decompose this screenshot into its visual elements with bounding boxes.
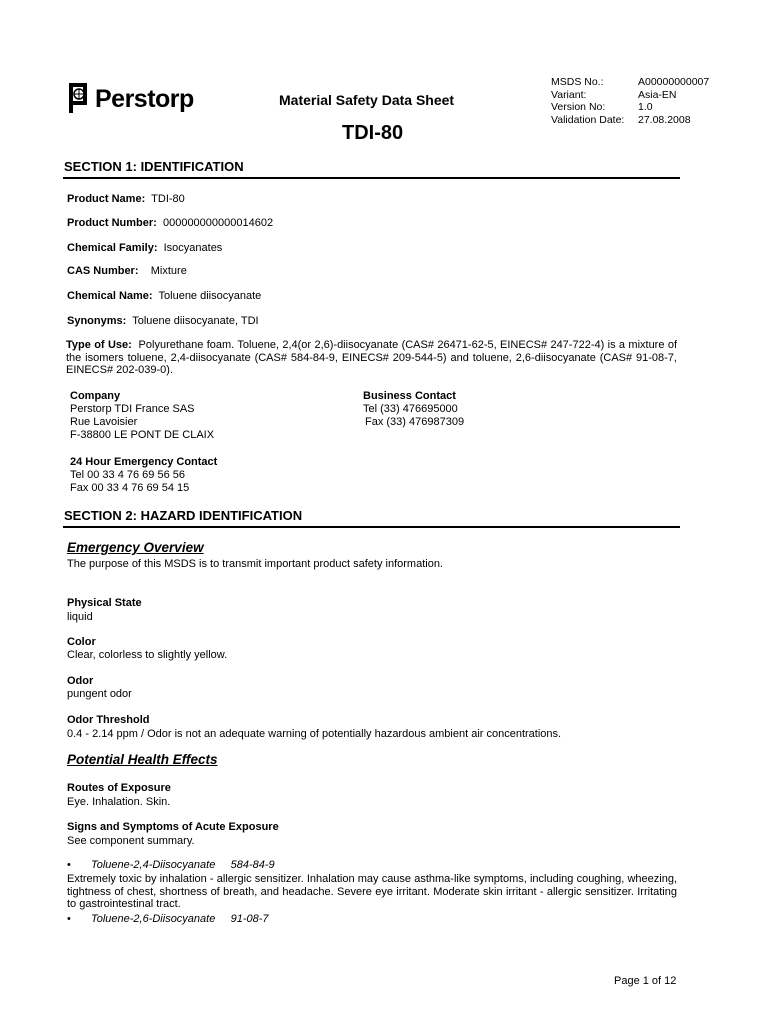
- page-number: Page 1 of 12: [614, 975, 677, 987]
- component-list-item: [67, 913, 269, 925]
- meta-label: Version No:: [551, 101, 606, 113]
- component-name: Toluene-2,6-Diisocyanate 91-08-7: [91, 913, 269, 925]
- meta-value: 27.08.2008: [638, 113, 691, 126]
- meta-value: Asia-EN: [638, 88, 677, 101]
- meta-label: Validation Date:: [551, 113, 625, 126]
- business-contact-fax: Fax (33) 476987309: [365, 416, 465, 428]
- field-label: Chemical Name:: [67, 290, 153, 302]
- component-list-item: [67, 859, 275, 871]
- business-contact-heading: Business Contact: [363, 390, 456, 402]
- emergency-overview-heading: Emergency Overview: [67, 540, 204, 555]
- synonyms-field: [67, 315, 259, 327]
- bullet-icon: •: [67, 913, 71, 925]
- physical-state-value: liquid: [67, 611, 93, 623]
- routes-of-exposure-value: Eye. Inhalation. Skin.: [67, 796, 171, 808]
- meta-value: A00000000007: [638, 76, 710, 88]
- field-value: TDI-80: [151, 193, 185, 205]
- field-value: Toluene diisocyanate, TDI: [132, 315, 259, 327]
- meta-label: MSDS No.:: [551, 76, 604, 88]
- bullet-icon: •: [67, 859, 71, 871]
- emergency-contact-fax: Fax 00 33 4 76 69 54 15: [70, 482, 190, 494]
- routes-of-exposure-label: Routes of Exposure: [67, 782, 171, 794]
- meta-row-validation-date: [551, 114, 709, 127]
- company-address-block: [70, 390, 214, 442]
- meta-label: Variant:: [551, 88, 587, 101]
- emergency-contact-block: [70, 456, 217, 495]
- type-of-use-paragraph: [66, 339, 677, 377]
- meta-row-variant: [551, 89, 709, 102]
- field-value: Isocyanates: [163, 242, 223, 254]
- product-title: TDI-80: [342, 122, 404, 144]
- field-value: Polyurethane foam. Toluene, 2,4(or 2,6)-diisocyanate (CAS# 26471-62-5, EINECS# 247-722-4) is a mixture of the isomers toluene, 2,4-diisocyanate (CAS# 584-84-9, EINECS# 209-544-5) and toluene, 2,6-diisocyanate (CAS# 91-08-7, EINECS# 202-039-0).: [66, 339, 677, 376]
- company-heading: Company: [70, 390, 121, 402]
- field-value: 000000000000014602: [162, 217, 274, 229]
- business-contact-block: [363, 390, 464, 429]
- field-label: Product Name:: [67, 193, 146, 205]
- odor-threshold-label: Odor Threshold: [67, 714, 150, 726]
- potential-health-effects-heading: Potential Health Effects: [67, 752, 218, 767]
- section-1-title: SECTION 1: IDENTIFICATION: [64, 159, 244, 174]
- document-title: Material Safety Data Sheet: [279, 92, 455, 108]
- field-value: Toluene diisocyanate: [158, 290, 262, 302]
- field-label: CAS Number:: [67, 265, 139, 277]
- cas-number-field: [67, 265, 187, 277]
- field-label: Type of Use:: [66, 339, 132, 351]
- odor-label: Odor: [67, 675, 94, 687]
- field-label: Product Number:: [67, 217, 157, 229]
- meta-row-version: [551, 101, 709, 114]
- emergency-overview-text: The purpose of this MSDS is to transmit important product safety information.: [67, 558, 443, 570]
- product-name-field: [67, 193, 185, 205]
- field-label: Synonyms:: [67, 315, 127, 327]
- section-1-divider: [63, 177, 680, 179]
- company-line: F-38800 LE PONT DE CLAIX: [70, 429, 215, 441]
- physical-state-label: Physical State: [67, 597, 142, 609]
- signs-symptoms-label: Signs and Symptoms of Acute Exposure: [67, 821, 279, 833]
- signs-symptoms-value: See component summary.: [67, 835, 195, 847]
- emergency-contact-tel: Tel 00 33 4 76 69 56 56: [70, 469, 185, 481]
- field-label: Chemical Family:: [67, 242, 158, 254]
- field-value: Mixture: [150, 265, 187, 277]
- section-2-divider: [63, 526, 680, 528]
- meta-value: 1.0: [638, 101, 653, 113]
- component-name: Toluene-2,4-Diisocyanate 584-84-9: [91, 859, 275, 871]
- chemical-name-field: [67, 290, 261, 302]
- product-number-field: [67, 217, 273, 229]
- company-line: Rue Lavoisier: [70, 416, 138, 428]
- logo-text: Perstorp: [95, 85, 194, 113]
- section-2-title: SECTION 2: HAZARD IDENTIFICATION: [64, 508, 303, 523]
- odor-threshold-value: 0.4 - 2.14 ppm / Odor is not an adequate warning of potentially hazardous ambient air concentrations.: [67, 728, 562, 740]
- business-contact-tel: Tel (33) 476695000: [363, 403, 458, 415]
- color-label: Color: [67, 636, 96, 648]
- chemical-family-field: [67, 242, 222, 254]
- company-line: Perstorp TDI France SAS: [70, 403, 195, 415]
- emergency-contact-heading: 24 Hour Emergency Contact: [70, 456, 218, 468]
- odor-value: pungent odor: [67, 688, 132, 700]
- meta-row-msds-no: [551, 76, 709, 89]
- color-value: Clear, colorless to slightly yellow.: [67, 649, 228, 661]
- msds-meta-table: [551, 76, 709, 126]
- component-description: Extremely toxic by inhalation - allergic sensitizer. Inhalation may cause asthma-like symptoms, including coughing, wheezing, tightness of chest, shortness of breath, and headache. Severe eye irritant. Moderate skin irritant - allergic sensitizer. Irritating to gastrointestinal tract.: [67, 873, 677, 910]
- company-logo: [69, 83, 219, 115]
- perstorp-logo-icon: [69, 83, 90, 113]
